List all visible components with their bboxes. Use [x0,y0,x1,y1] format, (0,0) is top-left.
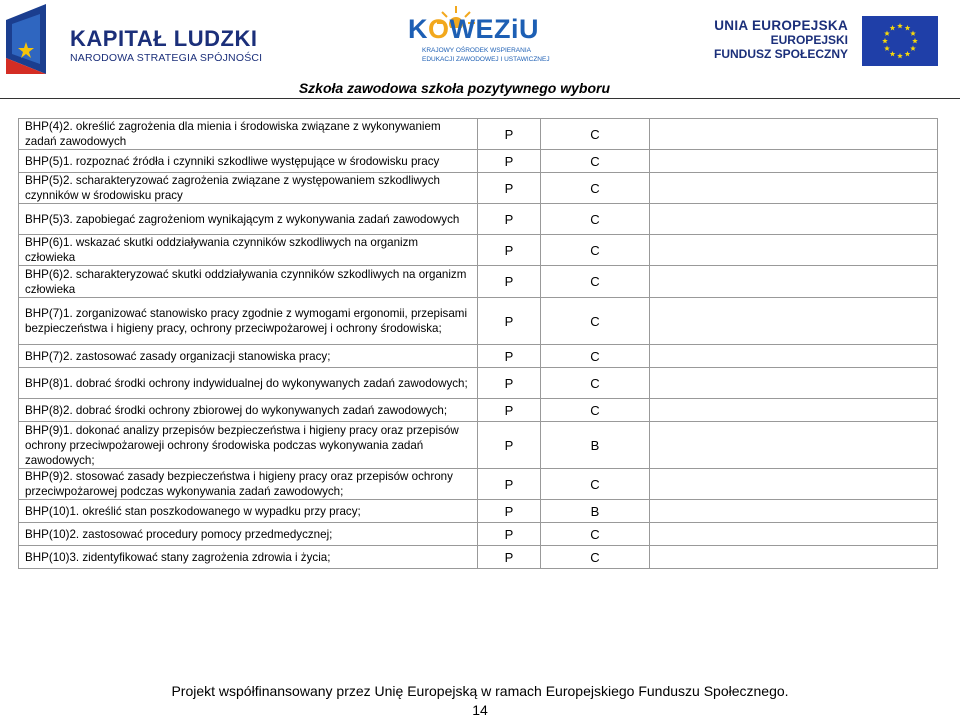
row-description: BHP(10)3. zidentyfikować stany zagrożenia zdrowia i życia; [19,546,478,569]
row-empty-cell [650,298,938,345]
row-p-mark: P [478,546,541,569]
school-motto: Szkoła zawodowa szkoła pozytywnego wyboru [298,80,610,96]
row-description: BHP(10)1. określić stan poszkodowanego w wypadku przy pracy; [19,500,478,523]
row-c-mark: C [541,298,650,345]
row-p-mark: P [478,469,541,500]
row-empty-cell [650,546,938,569]
row-description: BHP(9)2. stosować zasady bezpieczeństwa i higieny pracy oraz przepisów ochrony przeciwpożarowej podczas wykonywania zadań zawodowych; [19,469,478,500]
table-row [19,523,938,546]
table-row [19,266,938,298]
row-p-mark: P [478,368,541,399]
row-description: BHP(8)2. dobrać środki ochrony zbiorowej do wykonywanych zadań zawodowych; [19,399,478,422]
row-description: BHP(10)2. zastosować procedury pomocy przedmedycznej; [19,523,478,546]
row-description: BHP(7)2. zastosować zasady organizacji stanowiska pracy; [19,345,478,368]
table-row [19,150,938,173]
table-row [19,204,938,235]
row-description: BHP(7)1. zorganizować stanowisko pracy zgodnie z wymogami ergonomii, przepisami bezpieczeństwa i higieny pracy, ochrony przeciwpożarowej i ochrony środowiska; [19,298,478,345]
page-number: 14 [472,702,488,718]
row-p-mark: P [478,204,541,235]
row-c-mark: B [541,500,650,523]
row-c-mark: C [541,345,650,368]
competency-table [18,118,938,569]
row-c-mark: C [541,368,650,399]
row-description: BHP(5)2. scharakteryzować zagrożenia związane z występowaniem szkodliwych czynników w środowisku pracy [19,173,478,204]
row-description: BHP(5)3. zapobiegać zagrożeniom wynikającym z wykonywania zadań zawodowych [19,204,478,235]
table-row [19,298,938,345]
eu-line1: UNIA EUROPEJSKA [714,18,848,33]
row-c-mark: C [541,204,650,235]
kowezu-line2: EDUKACJI ZAWODOWEJ I USTAWICZNEJ [422,56,550,63]
row-empty-cell [650,235,938,266]
kl-subtitle: NARODOWA STRATEGIA SPÓJNOŚCI [70,52,263,64]
table-row [19,173,938,204]
row-empty-cell [650,399,938,422]
row-p-mark: P [478,173,541,204]
eu-flag-icon [862,16,938,66]
row-p-mark: P [478,399,541,422]
row-description: BHP(4)2. określić zagrożenia dla mienia i środowiska związane z wykonywaniem zadań zawodowych [19,119,478,150]
row-c-mark: B [541,422,650,469]
row-c-mark: C [541,119,650,150]
table-row [19,399,938,422]
eu-wordmark [714,18,848,61]
row-p-mark: P [478,500,541,523]
table-row [19,422,938,469]
eu-line2: EUROPEJSKI [770,33,848,47]
row-p-mark: P [478,119,541,150]
row-p-mark: P [478,422,541,469]
row-description: BHP(8)1. dobrać środki ochrony indywidualnej do wykonywanych zadań zawodowych; [19,368,478,399]
row-description: BHP(6)1. wskazać skutki oddziaływania czynników szkodliwych na organizm człowieka [19,235,478,266]
row-empty-cell [650,150,938,173]
row-p-mark: P [478,345,541,368]
row-p-mark: P [478,235,541,266]
kowezu-logo [400,4,550,72]
row-description: BHP(5)1. rozpoznać źródła i czynniki szkodliwe występujące w środowisku pracy [19,150,478,173]
row-p-mark: P [478,266,541,298]
row-p-mark: P [478,150,541,173]
row-c-mark: C [541,469,650,500]
row-c-mark: C [541,523,650,546]
kowezu-line1: KRAJOWY OŚRODEK WSPIERANIA [422,47,531,54]
table-row [19,500,938,523]
row-c-mark: C [541,235,650,266]
row-empty-cell [650,523,938,546]
row-empty-cell [650,469,938,500]
row-description: BHP(9)1. dokonać analizy przepisów bezpieczeństwa i higieny pracy oraz przepisów ochrony przeciwpożaroweji ochrony środowiska podczas wykonywania zadań zawodowych; [19,422,478,469]
table-row [19,345,938,368]
table-row [19,368,938,399]
row-c-mark: C [541,266,650,298]
kowezu-name: KOWEZiU [408,14,540,44]
kl-title: KAPITAŁ LUDZKI [70,26,258,51]
table-row [19,469,938,500]
kapital-ludzki-logo [6,4,50,74]
eu-line3: FUNDUSZ SPOŁECZNY [713,47,848,61]
row-empty-cell [650,204,938,235]
kapital-ludzki-wordmark [70,27,262,64]
row-empty-cell [650,422,938,469]
row-empty-cell [650,368,938,399]
row-empty-cell [650,173,938,204]
row-c-mark: C [541,150,650,173]
row-empty-cell [650,119,938,150]
table-row [19,119,938,150]
row-p-mark: P [478,523,541,546]
row-empty-cell [650,500,938,523]
table-row [19,546,938,569]
table-row [19,235,938,266]
row-p-mark: P [478,298,541,345]
row-empty-cell [650,345,938,368]
row-c-mark: C [541,399,650,422]
row-empty-cell [650,266,938,298]
row-c-mark: C [541,546,650,569]
footer-text: Projekt współfinansowany przez Unię Europejską w ramach Europejskiego Funduszu Społecznego. [171,683,789,699]
row-description: BHP(6)2. scharakteryzować skutki oddziaływania czynników szkodliwych na organizm człowieka [19,266,478,298]
row-c-mark: C [541,173,650,204]
header-divider [0,98,960,99]
